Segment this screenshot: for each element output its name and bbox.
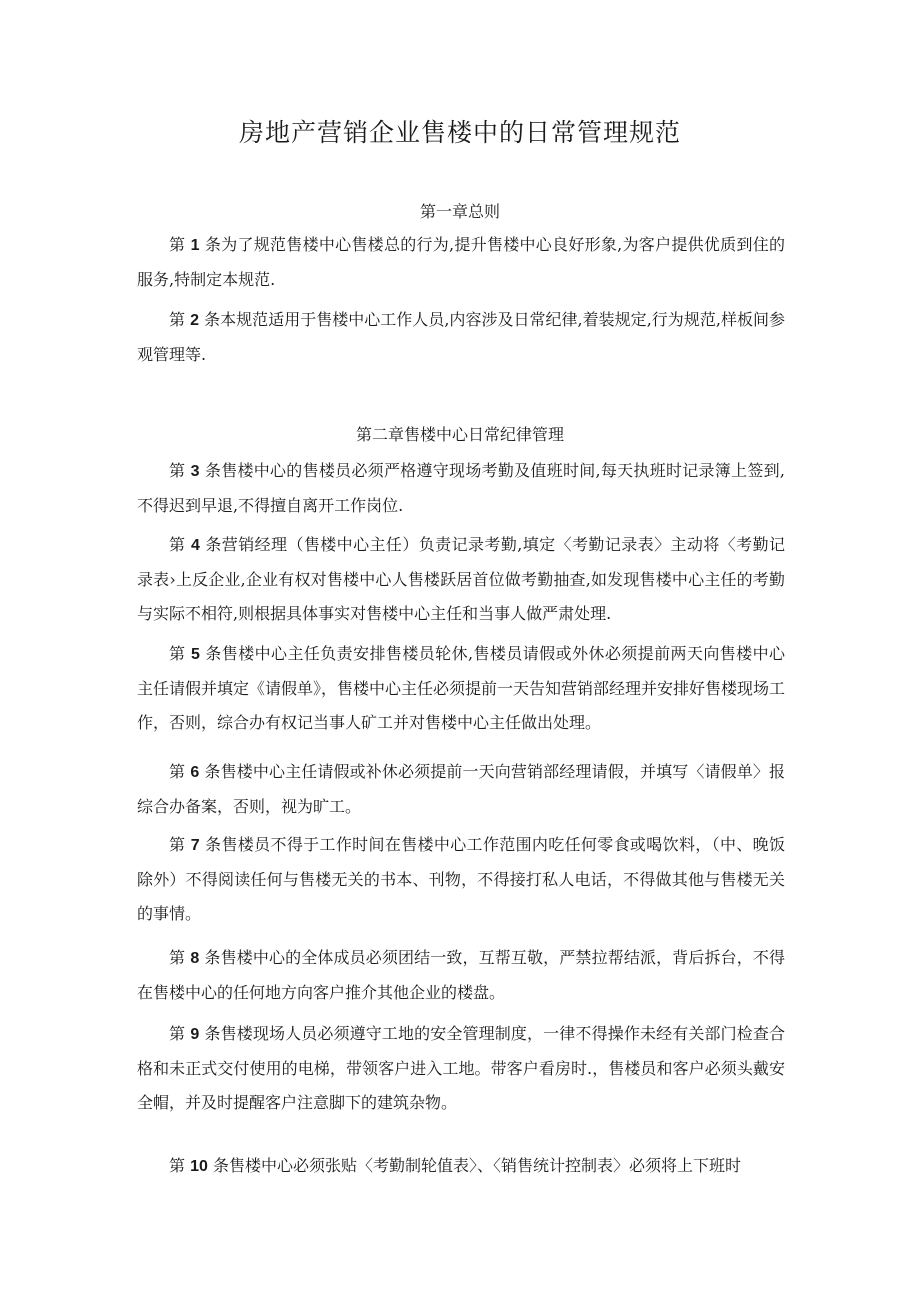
article-number: 5 [190, 646, 200, 663]
article-3 [137, 454, 785, 523]
chapter-heading-1: 第一章总则 [419, 202, 500, 221]
article-10 [137, 1149, 785, 1184]
article-prefix: 第 [169, 235, 186, 254]
article-number: 8 [190, 950, 200, 967]
article-number: 3 [190, 463, 200, 480]
article-text: 条售楼中心主任请假或补休必须提前一天向营销部经理请假，并填写〈请假单〉报综合办备案，否则，视为旷工。 [137, 762, 785, 816]
article-prefix: 第 [169, 461, 186, 480]
article-number: 2 [190, 312, 200, 329]
article-number: 6 [190, 764, 200, 781]
article-9 [137, 1017, 785, 1120]
article-5 [137, 637, 785, 740]
chapter-heading-2: 第二章售楼中心日常纪律管理 [355, 425, 564, 444]
article-text: 条营销经理（售楼中心主任）负责记录考勤,填定〈考勤记录表〉主动将〈考勤记录表›上反企业,企业有权对售楼中心人售楼跃居首位做考勤抽查,如发现售楼中心主任的考勤与实际不相符,则根据具体事实对售楼中心主任和当事人做严肃处理. [137, 535, 785, 623]
article-text: 条售楼员不得于工作时间在售楼中心工作范围内吃任何零食或喝饮料，（中、晚饭除外）不得阅读任何与售楼无关的书本、刊物，不得接打私人电话，不得做其他与售楼无关的事情。 [137, 835, 785, 923]
article-prefix: 第 [169, 835, 186, 854]
article-8 [137, 941, 785, 1010]
article-text: 条本规范适用于售楼中心工作人员,内容涉及日常纪律,着装规定,行为规范,样板间参观管理等. [137, 310, 785, 364]
article-prefix: 第 [169, 644, 186, 663]
article-1 [137, 228, 785, 297]
article-number: 4 [190, 537, 200, 554]
article-4 [137, 528, 785, 631]
article-6 [137, 755, 785, 824]
article-7 [137, 828, 785, 931]
article-number: 10 [190, 1158, 208, 1175]
article-text: 条售楼现场人员必须遵守工地的安全管理制度，一律不得操作未经有关部门检查合格和未正式交付使用的电梯，带领客户进入工地。带客户看房时.，售楼员和客户必须头戴安全帽，并及时提醒客户注意脚下的建筑杂物。 [137, 1024, 785, 1112]
article-text: 条为了规范售楼中心售楼总的行为,提升售楼中心良好形象,为客户提供优质到住的服务,特制定本规范. [137, 235, 785, 289]
article-prefix: 第 [169, 1024, 186, 1043]
article-text: 条售楼中心主任负责安排售楼员轮休,售楼员请假或外休必须提前两天向售楼中心主任请假并填定《请假单》，售楼中心主任必须提前一天告知营销部经理并安排好售楼现场工作，否则，综合办有权记当事人矿工并对售楼中心主任做出处理。 [137, 644, 786, 732]
article-number: 7 [190, 837, 200, 854]
article-prefix: 第 [169, 535, 186, 554]
article-text: 条售楼中心必须张贴〈考勤制轮值表〉、〈销售统计控制表〉必须将上下班时 [213, 1156, 742, 1175]
article-number: 9 [190, 1026, 200, 1043]
article-2 [137, 303, 785, 372]
article-prefix: 第 [169, 1156, 186, 1175]
article-prefix: 第 [169, 310, 186, 329]
article-prefix: 第 [169, 948, 186, 967]
article-prefix: 第 [169, 762, 186, 781]
article-text: 条售楼中心的售楼员必须严格遵守现场考勤及值班时间,每天执班时记录簿上签到,不得迟到早退,不得擅自离开工作岗位. [137, 461, 785, 515]
article-number: 1 [190, 237, 200, 254]
article-text: 条售楼中心的全体成员必须团结一致，互帮互敬，严禁拉帮结派，背后拆台，不得在售楼中心的任何地方向客户推介其他企业的楼盘。 [137, 948, 785, 1002]
document-title: 房地产营销企业售楼中的日常管理规范 [238, 118, 681, 147]
